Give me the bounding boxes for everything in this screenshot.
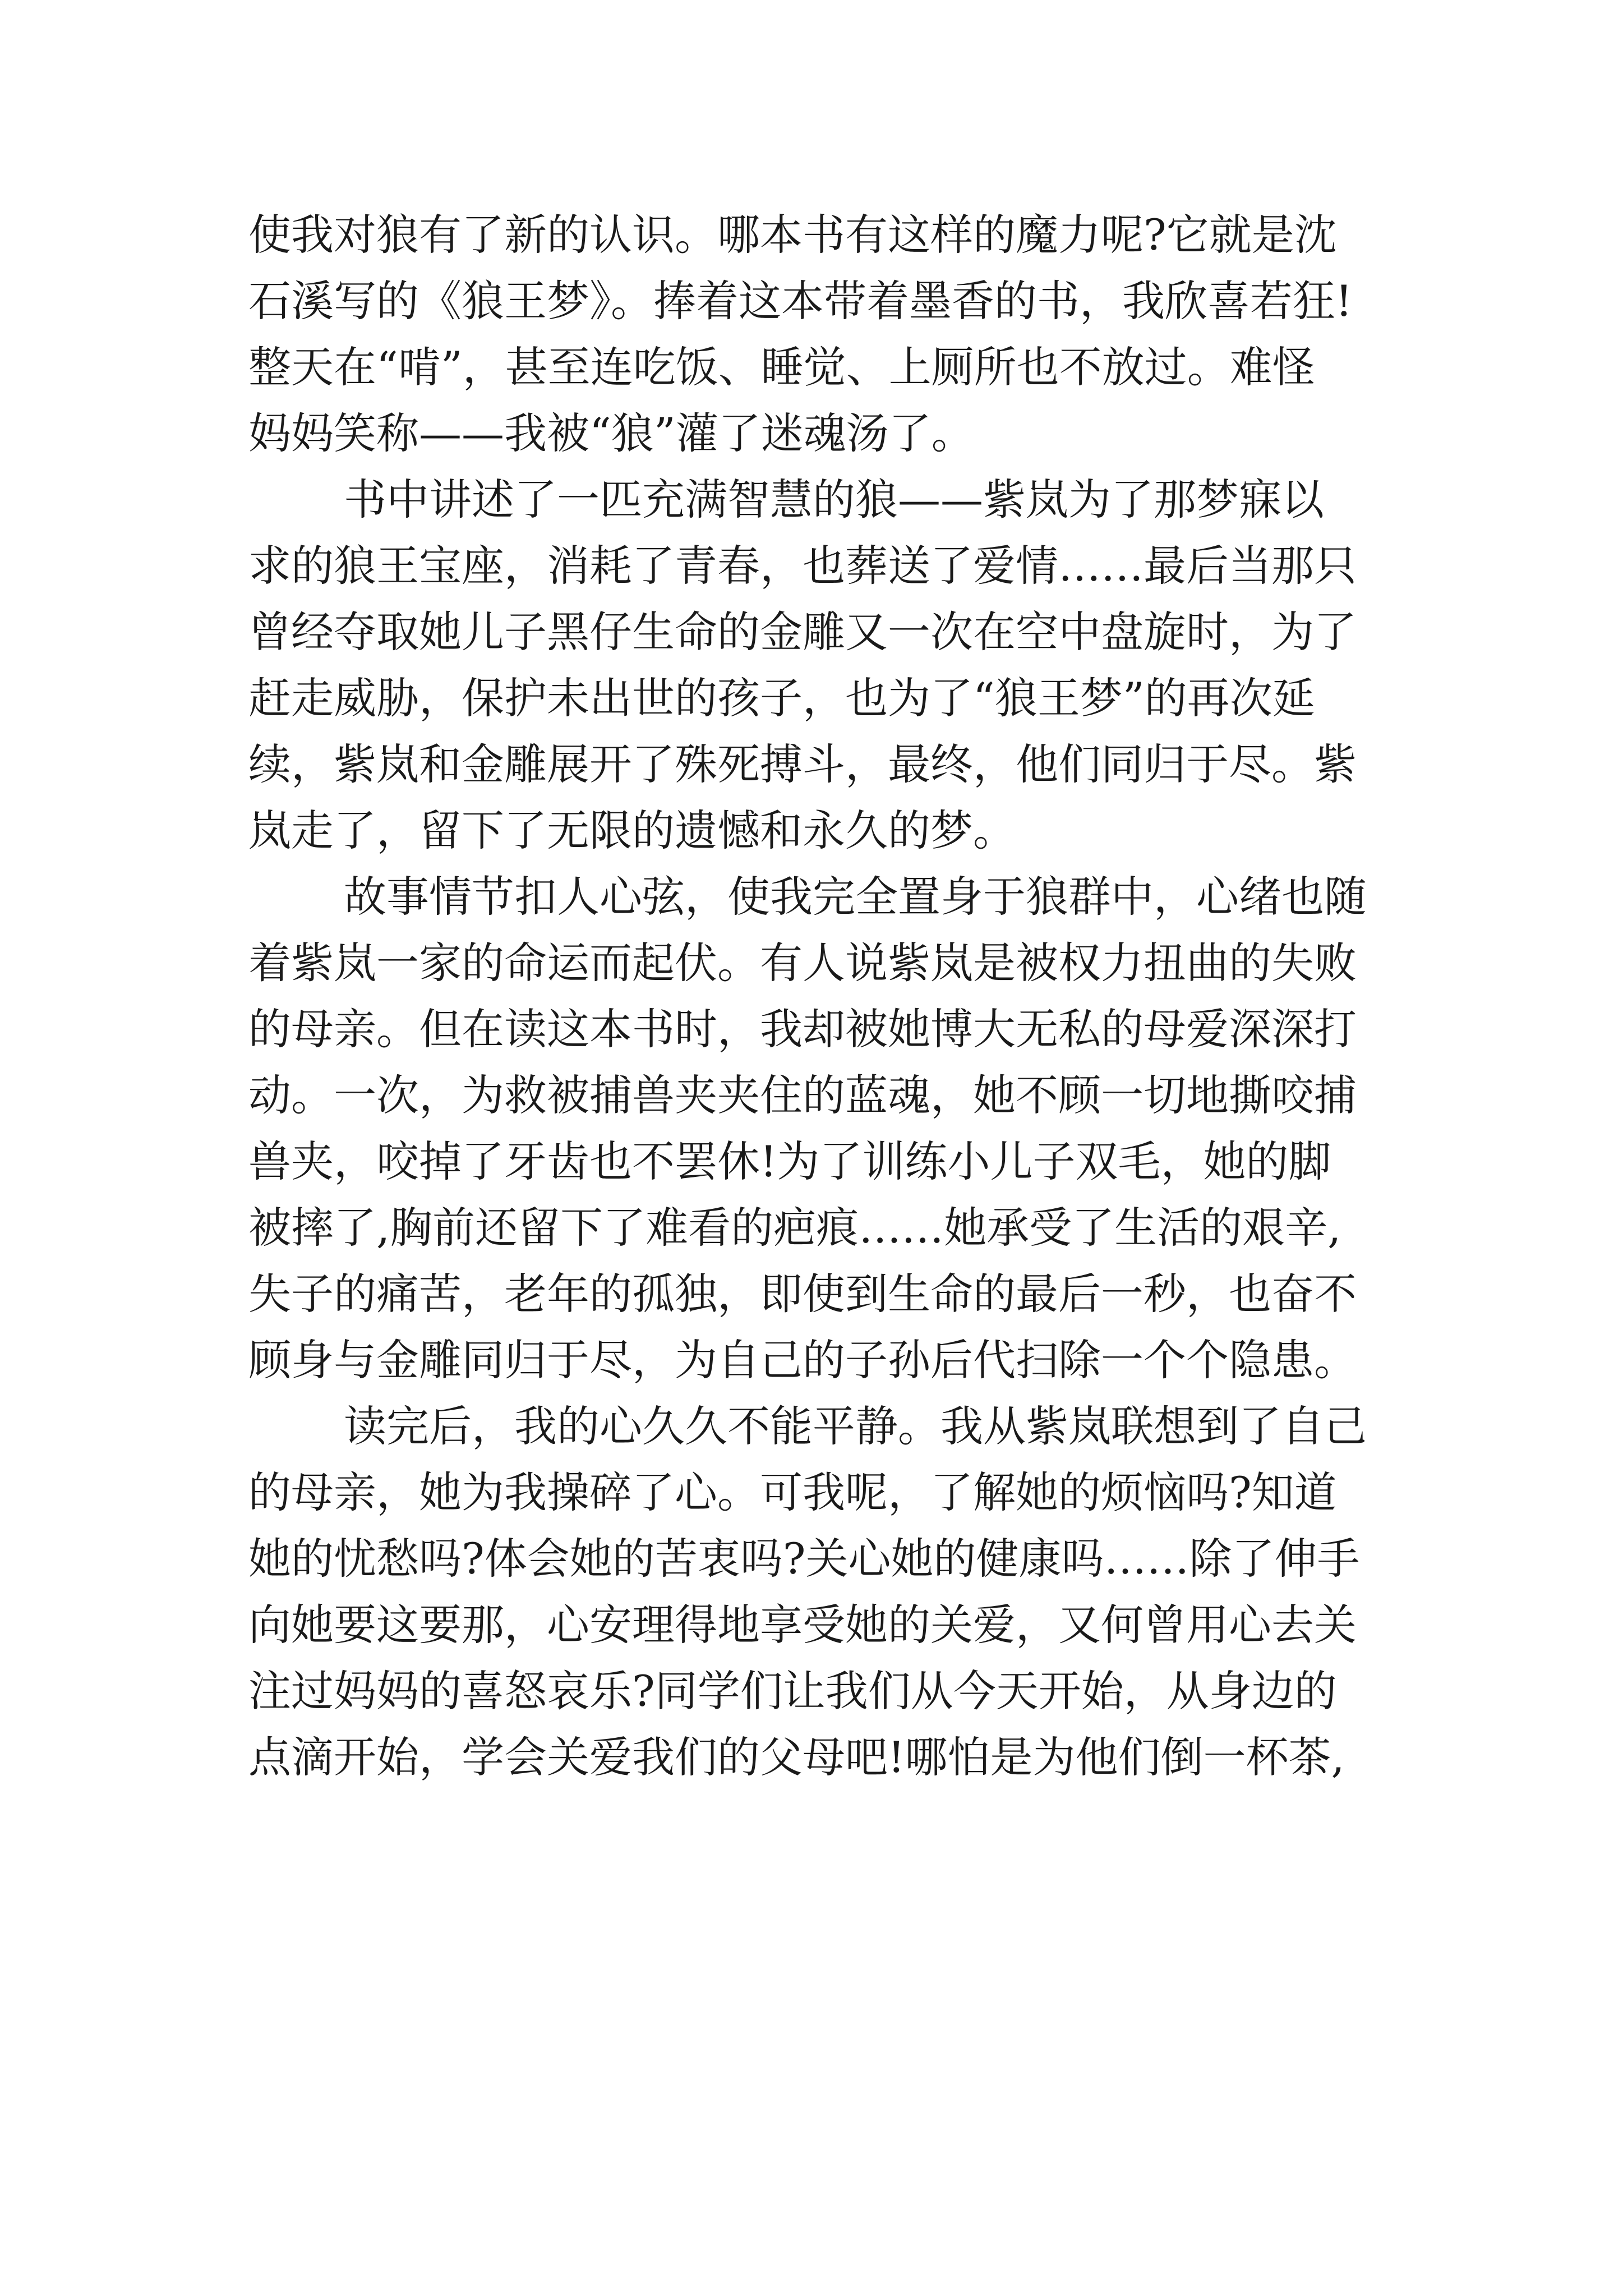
text-line: 兽夹，咬掉了牙齿也不罢休!为了训练小儿子双毛，她的脚 <box>248 1137 1331 1186</box>
text-line: 岚走了，留下了无限的遗憾和永久的梦。 <box>248 806 1016 855</box>
text-line: 被摔了,胸前还留下了难看的疤痕……她承受了生活的艰辛, <box>248 1203 1341 1253</box>
text-line: 的母亲。但在读这本书时，我却被她博大无私的母爱深深打 <box>248 1004 1357 1054</box>
text-line: 她的忧愁吗?体会她的苦衷吗?关心她的健康吗……除了伸手 <box>248 1534 1360 1584</box>
text-line: 注过妈妈的喜怒哀乐?同学们让我们从今天开始，从身边的 <box>248 1666 1337 1716</box>
text-line: 求的狼王宝座，消耗了青春，也葬送了爱情……最后当那只 <box>248 541 1357 591</box>
text-line: 着紫岚一家的命运而起伏。有人说紫岚是被权力扭曲的失败 <box>248 938 1357 988</box>
text-line: 续，紫岚和金雕展开了殊死搏斗，最终，他们同归于尽。紫 <box>248 739 1357 789</box>
paragraph-first-line: 书中讲述了一匹充满智慧的狼——紫岚为了那梦寐以 <box>344 475 1324 524</box>
paragraph-first-line: 读完后，我的心久久不能平静。我从紫岚联想到了自己 <box>344 1401 1367 1451</box>
text-line: 顾身与金雕同归于尽，为自己的子孙后代扫除一个个隐患。 <box>248 1335 1357 1385</box>
document-body <box>248 202 1393 1791</box>
text-line: 动。一次，为救被捕兽夹夹住的蓝魂，她不顾一切地撕咬捕 <box>248 1070 1357 1120</box>
paragraph-first-line: 故事情节扣人心弦，使我完全置身于狼群中，心绪也随 <box>344 872 1367 922</box>
text-line: 石溪写的《狼王梦》。捧着这本带着墨香的书，我欣喜若狂! <box>248 276 1353 326</box>
text-line: 妈妈笑称——我被“狼”灌了迷魂汤了。 <box>248 408 974 458</box>
text-line: 点滴开始，学会关爱我们的父母吧!哪怕是为他们倒一杯茶, <box>248 1732 1345 1782</box>
text-line: 向她要这要那，心安理得地享受她的关爱，又何曾用心去关 <box>248 1600 1357 1650</box>
text-line: 的母亲，她为我操碎了心。可我呢，了解她的烦恼吗?知道 <box>248 1467 1337 1517</box>
text-line: 使我对狼有了新的认识。哪本书有这样的魔力呢?它就是沈 <box>248 210 1337 260</box>
text-line: 整天在“啃”，甚至连吃饭、睡觉、上厕所也不放过。难怪 <box>248 342 1315 392</box>
text-line: 赶走威胁，保护未出世的孩子，也为了“狼王梦”的再次延 <box>248 673 1315 723</box>
text-line: 曾经夺取她儿子黑仔生命的金雕又一次在空中盘旋时，为了 <box>248 607 1357 657</box>
text-line: 失子的痛苦，老年的孤独，即使到生命的最后一秒，也奋不 <box>248 1269 1357 1319</box>
